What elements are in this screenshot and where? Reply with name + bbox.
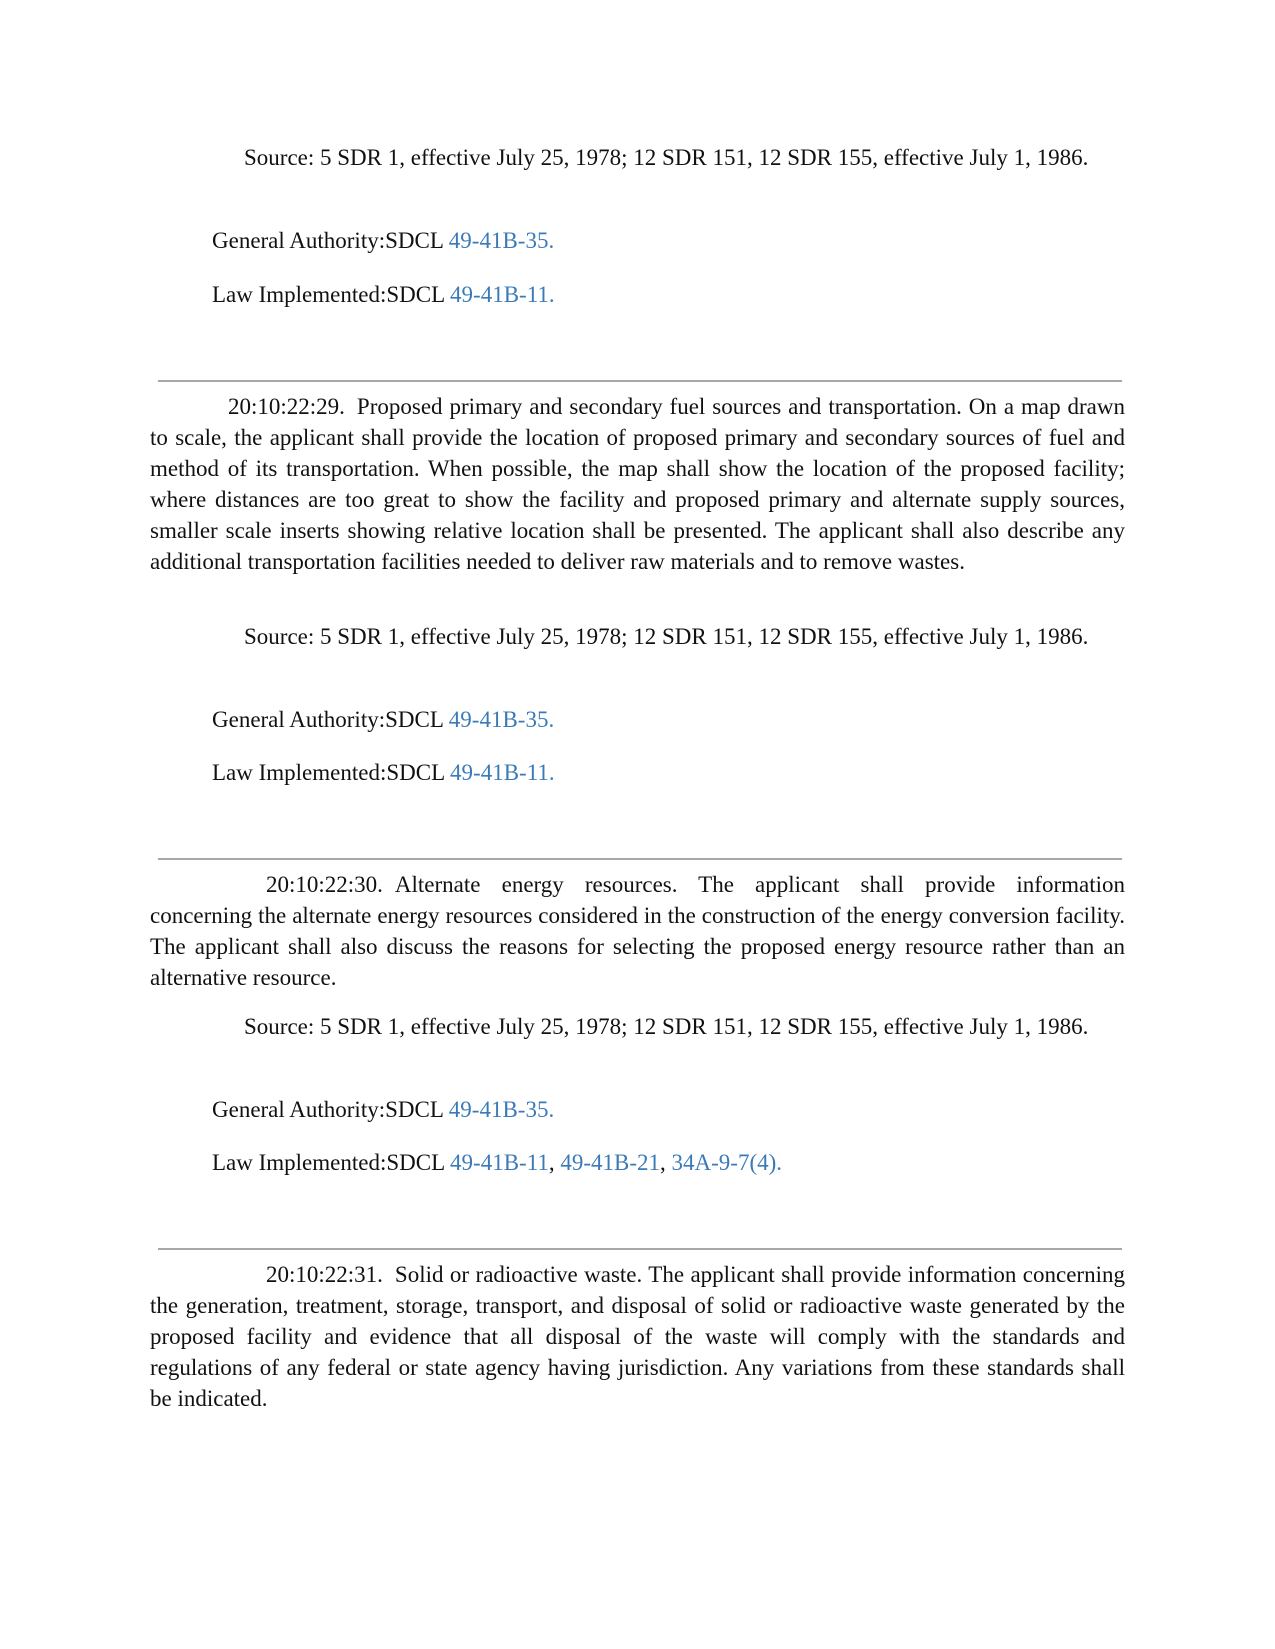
section-paragraph bbox=[150, 869, 1125, 993]
law-link[interactable]: 34A-9-7(4). bbox=[671, 1150, 783, 1175]
link-separator: , bbox=[548, 1150, 561, 1175]
general-authority-line bbox=[212, 1094, 554, 1125]
authority-link[interactable]: 49-41B-35. bbox=[448, 1097, 555, 1122]
general-authority-label: General Authority:SDCL bbox=[212, 707, 449, 732]
authority-link[interactable]: 49-41B-35. bbox=[448, 707, 555, 732]
section-text: Alternate energy resources. The applicant shall provide information concerning the alternate energy resources considered in the construction of the energy conversion facility. The applicant shall also discuss the reasons for selecting the proposed energy resource rather than an alternative resource. bbox=[150, 872, 1125, 990]
source-note: Source: 5 SDR 1, effective July 25, 1978; 12 SDR 151, 12 SDR 155, effective July 1, 1986. bbox=[244, 1014, 1089, 1039]
section-number: 20:10:22:29. bbox=[228, 394, 345, 419]
authority-link[interactable]: 49-41B-35. bbox=[448, 228, 555, 253]
law-link[interactable]: 49-41B-21 bbox=[560, 1150, 661, 1175]
law-implemented-label: Law Implemented:SDCL bbox=[212, 760, 451, 785]
section-paragraph bbox=[150, 391, 1125, 577]
section-divider bbox=[158, 858, 1122, 860]
section-divider bbox=[158, 380, 1122, 382]
section-paragraph bbox=[150, 1259, 1125, 1414]
general-authority-line bbox=[212, 225, 554, 256]
law-implemented-label: Law Implemented:SDCL bbox=[212, 282, 451, 307]
general-authority-line bbox=[212, 704, 554, 735]
general-authority-label: General Authority:SDCL bbox=[212, 1097, 449, 1122]
general-authority-label: General Authority:SDCL bbox=[212, 228, 449, 253]
section-text: Proposed primary and secondary fuel sources and transportation. On a map drawn to scale, the applicant shall provide the location of proposed primary and secondary sources of fuel and method of its transportation. When possible, the map shall show the location of the proposed facility; where distances are too great to show the facility and proposed primary and alternate supply sources, smaller scale inserts showing relative location shall be presented. The applicant shall also describe any additional transportation facilities needed to deliver raw materials and to remove wastes. bbox=[150, 394, 1125, 574]
section-number: 20:10:22:31. bbox=[266, 1262, 383, 1287]
law-implemented-line bbox=[212, 1147, 782, 1178]
source-note: Source: 5 SDR 1, effective July 25, 1978; 12 SDR 151, 12 SDR 155, effective July 1, 1986. bbox=[244, 145, 1089, 170]
law-implemented-line bbox=[212, 757, 555, 788]
law-link[interactable]: 49-41B-11. bbox=[450, 282, 555, 307]
section-divider bbox=[158, 1248, 1122, 1250]
law-implemented-label: Law Implemented:SDCL bbox=[212, 1150, 451, 1175]
section-number: 20:10:22:30. bbox=[266, 872, 383, 897]
section-text: Solid or radioactive waste. The applicant shall provide information concerning the generation, treatment, storage, transport, and disposal of solid or radioactive waste generated by the proposed facility and evidence that all disposal of the waste will comply with the standards and regulations of any federal or state agency having jurisdiction. Any variations from these standards shall be indicated. bbox=[150, 1262, 1125, 1411]
law-link[interactable]: 49-41B-11 bbox=[450, 1150, 549, 1175]
law-implemented-line bbox=[212, 279, 555, 310]
source-note: Source: 5 SDR 1, effective July 25, 1978; 12 SDR 151, 12 SDR 155, effective July 1, 1986. bbox=[244, 624, 1089, 649]
law-link[interactable]: 49-41B-11. bbox=[450, 760, 555, 785]
link-separator: , bbox=[660, 1150, 672, 1175]
